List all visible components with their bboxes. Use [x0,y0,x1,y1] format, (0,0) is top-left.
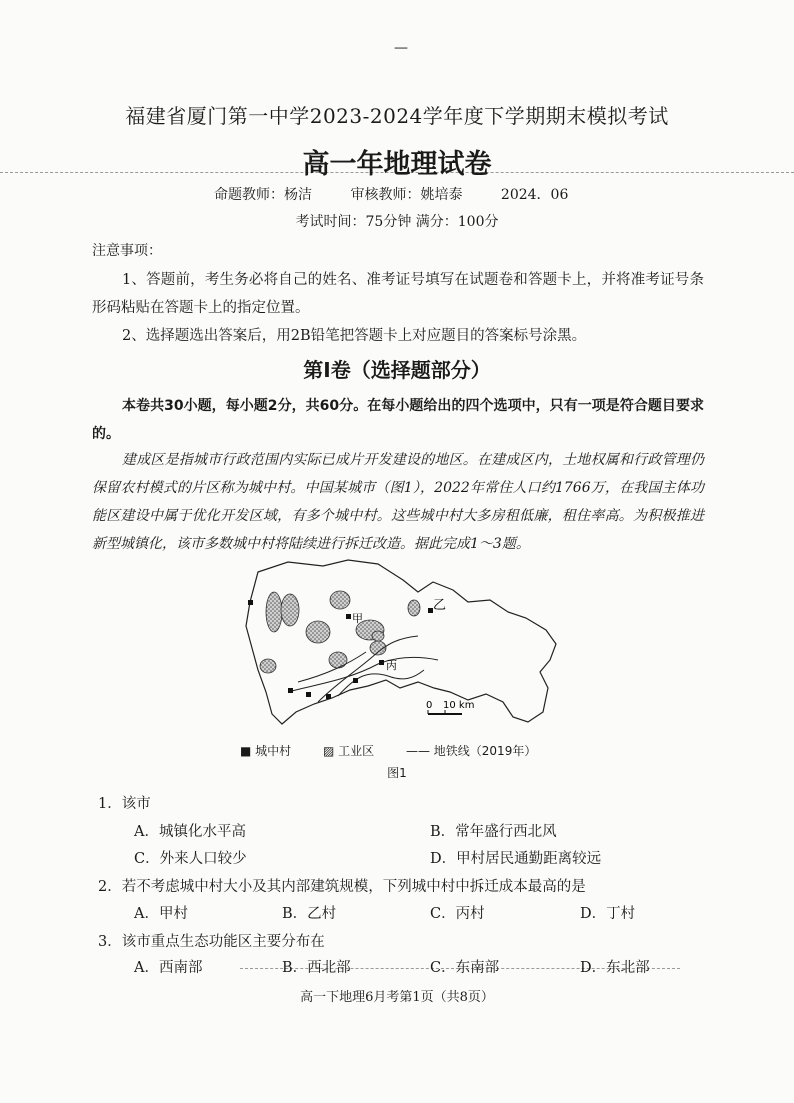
legend-metro-line: —— 地铁线（2019年） [405,744,537,758]
note-item-1: 1、答题前，考生务必将自己的姓名、准考证号填写在试题卷和答题卡上，并将准考证号条形码粘贴在答题卡上的指定位置。 [92,272,704,316]
q3-option-b: B．西北部 [282,960,351,976]
map-legend [240,742,564,759]
industrial-zone [408,600,420,616]
industrial-zone [281,594,299,626]
industrial-zone [372,631,384,641]
reading-passage: 建成区是指城市行政范围内实际已成片开发建设的地区。在建成区内，土地权属和行政管理仍保留农村模式的片区称为城中村。中国某城市（图1），2022年常住人口约1766万，在我国主体功能区建设中属于优化开发区域，有多个城中村。这些城中村大多房租低廉，租住率高。为积极推进新型城镇化，该市多数城中村将陆续进行拆迁改造。据此完成1～3题。 [92,452,704,552]
exam-date: 2024．06 [500,187,569,203]
urban-village-marker [353,678,358,683]
urban-village-marker [248,600,253,605]
q3-option-a: A．西南部 [134,960,203,976]
notes-heading: 注意事项： [92,243,162,259]
figure-caption: 图1 [387,766,407,780]
legend-industrial-zone: ▨ 工业区 [322,744,375,758]
industrial-zone [330,591,350,609]
scale-km: 10 km [443,700,475,711]
map-label-yi: 乙 [433,598,447,613]
question-2-stem: 2．若不考虑城中村大小及其内部建筑规模，下列城中村中拆迁成本最高的是 [98,879,586,895]
note-item-2: 2、选择题选出答案后，用2B铅笔把答题卡上对应题目的答案标号涂黑。 [122,328,587,344]
reviewer: 审核教师：姚培泰 [350,187,463,203]
page-footer: 高一下地理6月考第1页（共8页） [300,990,494,1005]
top-mark: — [394,40,408,56]
time-score: 考试时间：75分钟 满分：100分 [295,214,499,230]
urban-village-marker [379,660,384,665]
q1-option-c: C．外来人口较少 [134,851,247,867]
urban-village-marker [346,614,351,619]
urban-village-marker [306,692,311,697]
industrial-zone [266,592,282,632]
scale-zero: 0 [426,700,433,711]
urban-village-marker [288,688,293,693]
map-label-jia: 甲 [352,612,363,625]
q2-option-c: C．丙村 [430,906,485,922]
industrial-zone [329,652,347,668]
q3-option-d: D．东北部 [580,960,650,976]
q2-option-d: D．丁村 [580,906,636,922]
industrial-zone [260,659,276,673]
setter: 命题教师：杨洁 [214,187,312,203]
q1-option-d: D．甲村居民通勤距离较远 [430,851,602,867]
city-map [228,552,568,742]
school-title: 福建省厦门第一中学2023-2024学年度下学期期末模拟考试 [125,104,669,128]
q1-option-a: A．城镇化水平高 [134,824,246,840]
q1-option-b: B．常年盛行西北风 [430,824,557,840]
industrial-zone [306,621,330,643]
q2-option-b: B．乙村 [282,906,337,922]
legend-urban-village: ■ 城中村 [240,744,292,758]
city-boundary [246,560,556,724]
question-1-stem: 1．该市 [98,796,151,812]
city-map-figure [228,552,568,742]
section-intro: 本卷共30小题，每小题2分，共60分。在每小题给出的四个选项中，只有一项是符合题目要求的。 [92,398,704,442]
q3-option-c: C．东南部 [430,960,500,976]
exam-title: 高一年地理试卷 [302,149,492,180]
question-3-stem: 3．该市重点生态功能区主要分布在 [98,934,325,950]
exam-meta [214,184,602,204]
q2-option-a: A．甲村 [134,906,188,922]
section-title: 第Ⅰ卷（选择题部分） [303,358,491,382]
map-label-bing: 丙 [386,659,397,672]
urban-village-marker [326,694,331,699]
